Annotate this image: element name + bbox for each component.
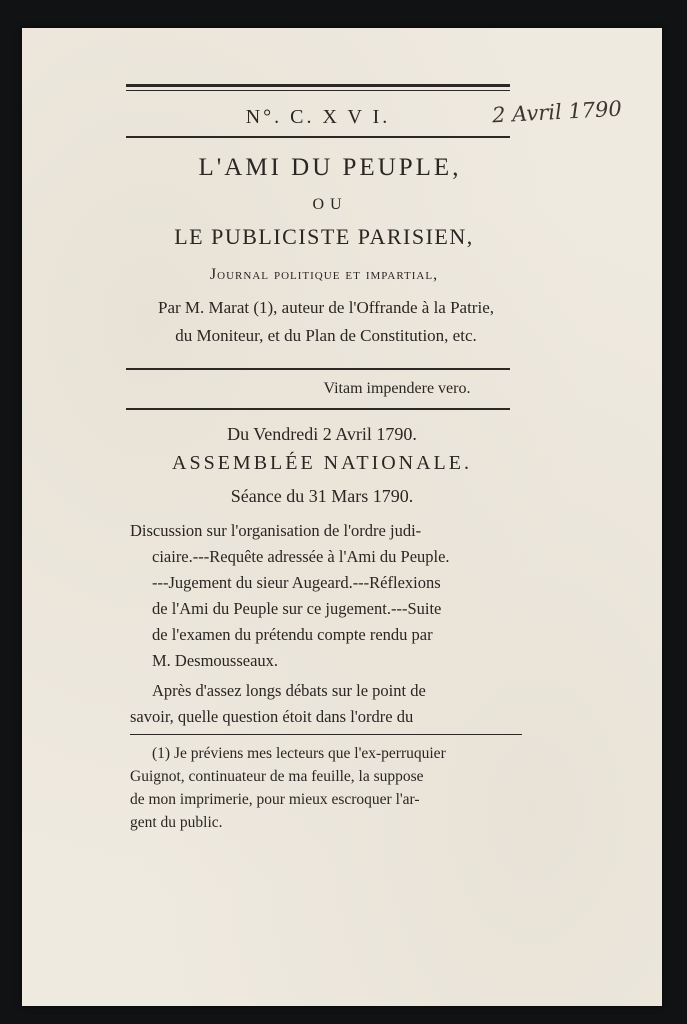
summary-line: de l'Ami du Peuple sur ce jugement.---Suite (152, 599, 442, 618)
footnote-rule (130, 734, 522, 735)
body-line: Après d'assez longs débats sur le point de (152, 681, 426, 700)
handwritten-date: 2 Avril 1790 (491, 96, 623, 128)
footnote-line: (1) Je préviens mes lecteurs que l'ex-perruquier (152, 745, 446, 762)
summary-line: de l'examen du prétendu compte rendu par (152, 625, 433, 644)
motto-bottom-rule (126, 408, 510, 410)
issue-number: N°. C. X V I. (245, 106, 391, 128)
section-heading: ASSEMBLÉE NATIONALE. (172, 452, 472, 474)
footnote-line: gent du public. (130, 814, 223, 831)
newspaper-subtitle: LE PUBLICISTE PARISIEN, (174, 224, 474, 249)
article-body (130, 678, 522, 730)
session-date: Séance du 31 Mars 1790. (230, 486, 414, 506)
motto: Vitam impendere vero. (323, 380, 471, 397)
newspaper-page (22, 28, 662, 1006)
newspaper-title: L'AMI DU PEUPLE, (198, 154, 462, 181)
summary-line: M. Desmousseaux. (152, 651, 279, 670)
issue-date: Du Vendredi 2 Avril 1790. (227, 424, 417, 444)
body-line: savoir, quelle question étoit dans l'ordre du (130, 707, 414, 726)
summary-line: ---Jugement du sieur Augeard.---Réflexions (152, 573, 441, 592)
article-summary (130, 518, 522, 674)
author-line-1: Par M. Marat (1), auteur de l'Offrande à la Patrie, (157, 298, 494, 317)
motto-top-rule (126, 368, 510, 370)
summary-line: Discussion sur l'organisation de l'ordre judi- (130, 521, 422, 540)
journal-description: Journal politique et impartial, (209, 266, 439, 283)
author-line-2: du Moniteur, et du Plan de Constitution, etc. (175, 326, 477, 345)
top-double-rule (126, 84, 510, 91)
title-rule (126, 136, 510, 138)
footnote-line: Guignot, continuateur de ma feuille, la suppose (130, 768, 424, 785)
title-conjunction: OU (312, 196, 348, 213)
footnote-line: de mon imprimerie, pour mieux escroquer l'ar- (130, 791, 420, 808)
footnote (130, 742, 524, 834)
summary-line: ciaire.---Requête adressée à l'Ami du Peuple. (152, 547, 450, 566)
